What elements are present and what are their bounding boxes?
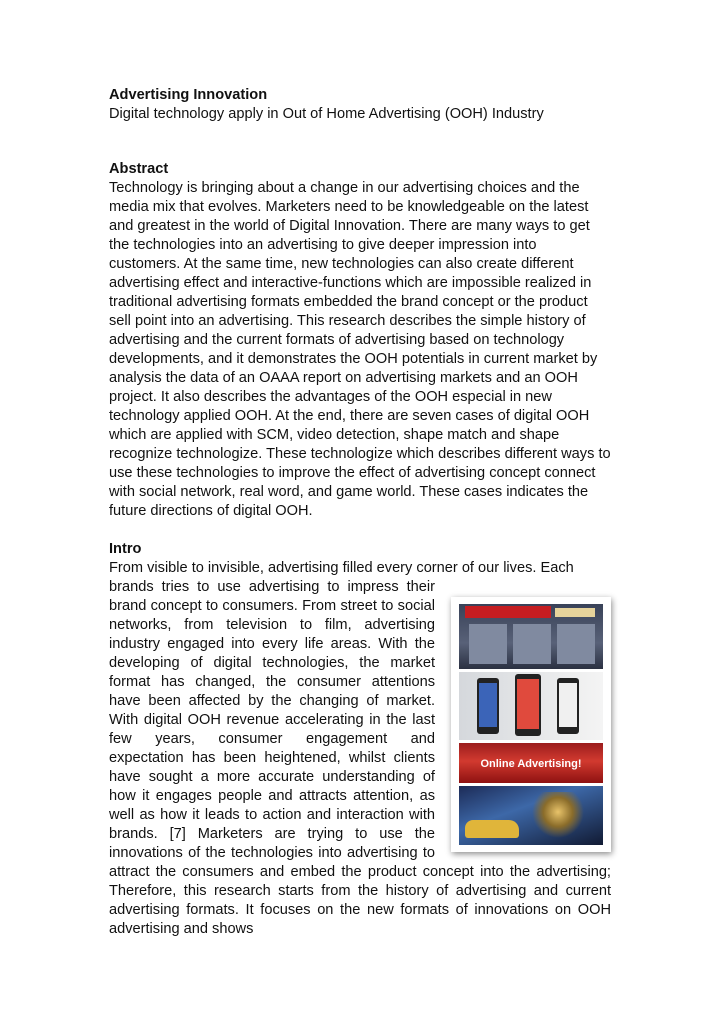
subway-ad-image [459,604,603,669]
intro-section [109,578,611,939]
intro-heading: Intro [109,541,142,557]
online-advertising-banner [459,743,603,783]
intro-first-line: From visible to invisible, advertising filled every corner of our lives. Each [109,560,574,576]
document-title: Advertising Innovation [109,87,268,103]
smartphones-image [459,672,603,740]
document-subtitle: Digital technology apply in Out of Home Advertising (OOH) Industry [109,106,544,122]
document-page [109,86,611,939]
abstract-body: Technology is bringing about a change in our advertising choices and the media mix that evolves. Marketers need to be knowledgeable on the latest and greatest in the world of Digital Innovation. There are many ways to get the technologies into an advertising to give deeper impression into customers. At the same time, new technologies can also create different advertising effect and interactive-functions which are impossible realized in traditional advertising formats embedded the brand concept or the product sell point into an advertising. This research describes the simple history of advertising and the current formats of advertising based on technology developments, and it demonstrates the OOH potentials in current market by analysis the data of an OAAA report on advertising markets and an OOH project. It also describes the advantages of the OOH especial in new technology applied OOH. At the end, there are seven cases of digital OOH which are applied with SCM, video detection, shape match and shape recognize technologize. These technologize which describes different ways to use these technologies to improve the effect of advertising concept connect with social network, real word, and game world. These cases indicates the future directions of digital OOH. [109,180,611,519]
abstract-heading: Abstract [109,161,169,177]
online-advertising-text: Online Advertising! [480,758,582,770]
advertising-collage-figure [451,597,611,852]
robot-car-image [459,786,603,845]
intro-body: brands tries to use advertising to impress their brand concept to consumers. From street to social networks, from television to film, advertising industry engaged into every life areas. With the developing of digital technologies, the market format has changed, the consumer attentions have been affected by the changing of market. With digital OOH revenue accelerating in the last few years, consumer engagement and expectation has been heightened, whilst clients have sought a more accurate understanding of how it engages people and attracts attention, as well as how it leads to action and interaction with brands. [7] Marketers are trying to use the innovations of the technologies into advertising to attract the consumers and embed the product concept into the advertising; Therefore, this research starts from the history of advertising and current advertising formats. It focuses on the new formats of innovations on OOH advertising and shows [109,579,611,937]
